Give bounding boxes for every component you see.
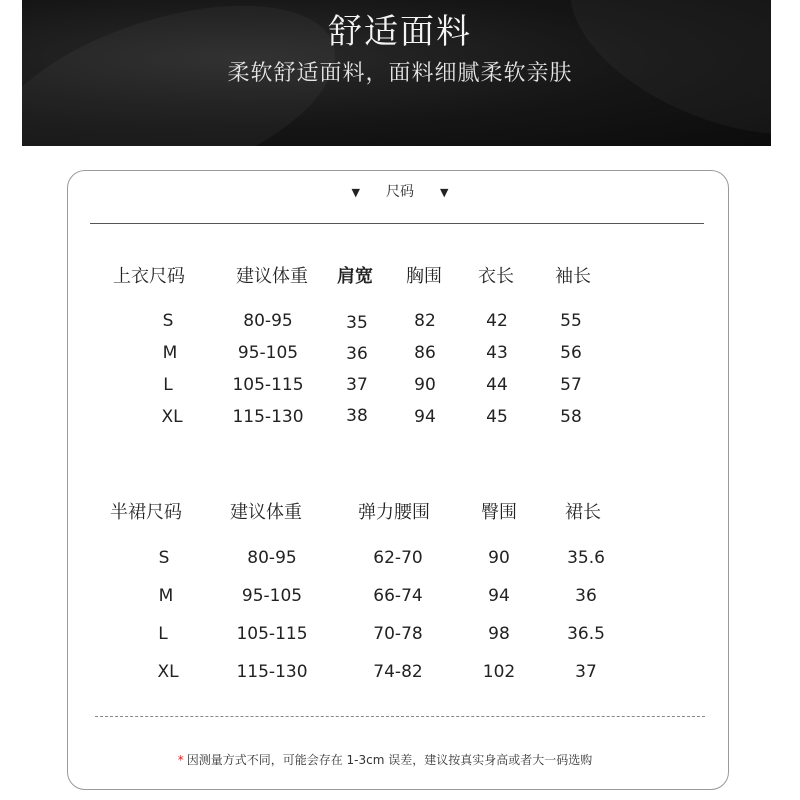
table-cell: 115-130 <box>236 662 308 682</box>
table-cell: 36 <box>346 344 368 364</box>
note-text: 因测量方式不同，可能会存在 1-3cm 误差，建议按真实身高或者大一码选购 <box>186 753 593 767</box>
banner-subtitle: 柔软舒适面料，面料细腻柔软亲肤 <box>227 61 573 86</box>
table-cell: 102 <box>482 662 516 682</box>
table-header: 建议体重 <box>230 502 302 523</box>
table-cell: 80-95 <box>247 548 297 568</box>
measurement-note <box>0 751 770 768</box>
table-cell: 42 <box>486 311 508 331</box>
table-cell: 57 <box>560 375 582 395</box>
table-header: 袖长 <box>555 266 591 287</box>
table-header: 臀围 <box>481 502 517 523</box>
table-cell: 95-105 <box>241 586 303 606</box>
table-header: 衣长 <box>478 266 514 287</box>
banner-title: 舒适面料 <box>328 12 472 52</box>
table-header: 半裙尺码 <box>110 502 182 523</box>
table-cell: 80-95 <box>243 311 293 331</box>
table-cell: 55 <box>560 311 582 331</box>
table-cell: 74-82 <box>373 662 423 682</box>
table-header: 裙长 <box>565 502 601 523</box>
table-cell: 70-78 <box>373 624 423 644</box>
table-cell: 90 <box>414 375 436 395</box>
table-cell: 82 <box>414 311 436 331</box>
table-cell: 38 <box>346 406 368 426</box>
triangle-down-icon: ▼ <box>351 186 360 199</box>
table-cell: 45 <box>486 407 508 427</box>
triangle-down-icon: ▼ <box>440 186 449 199</box>
table-cell: 56 <box>560 343 582 363</box>
table-cell: S <box>162 311 174 331</box>
table-cell: 94 <box>414 407 436 427</box>
table-cell: 58 <box>560 407 582 427</box>
table-header: 胸围 <box>406 266 442 287</box>
table-cell: 66-74 <box>373 586 423 606</box>
table-cell: XL <box>157 662 179 682</box>
table-cell: 37 <box>575 662 597 682</box>
divider-line <box>90 223 704 224</box>
table-cell: 105-115 <box>232 375 304 395</box>
table-cell: M <box>158 586 174 606</box>
table-cell: 115-130 <box>232 407 304 427</box>
table-header: 肩宽 <box>337 266 373 287</box>
table-cell: 90 <box>488 548 510 568</box>
table-cell: 98 <box>488 624 510 644</box>
table-cell: S <box>158 548 170 568</box>
table-cell: 35 <box>346 313 368 333</box>
table-cell: L <box>163 375 173 395</box>
table-header: 弹力腰围 <box>358 502 430 523</box>
dashed-divider <box>95 716 705 717</box>
table-cell: M <box>162 343 178 363</box>
table-cell: 37 <box>346 375 368 395</box>
table-cell: XL <box>161 407 183 427</box>
table-cell: 36.5 <box>567 624 605 644</box>
table-cell: L <box>158 624 168 644</box>
table-cell: 94 <box>488 586 510 606</box>
table-cell: 105-115 <box>236 624 308 644</box>
table-cell: 62-70 <box>373 548 423 568</box>
table-header: 上衣尺码 <box>113 266 185 287</box>
table-cell: 36 <box>575 586 597 606</box>
table-cell: 43 <box>486 343 508 363</box>
section-heading <box>0 181 800 201</box>
table-cell: 35.6 <box>567 548 605 568</box>
section-label: 尺码 <box>386 184 414 200</box>
table-cell: 86 <box>414 343 436 363</box>
asterisk-mark: * <box>177 753 184 767</box>
table-cell: 44 <box>486 375 508 395</box>
table-cell: 95-105 <box>237 343 299 363</box>
table-header: 建议体重 <box>236 266 308 287</box>
